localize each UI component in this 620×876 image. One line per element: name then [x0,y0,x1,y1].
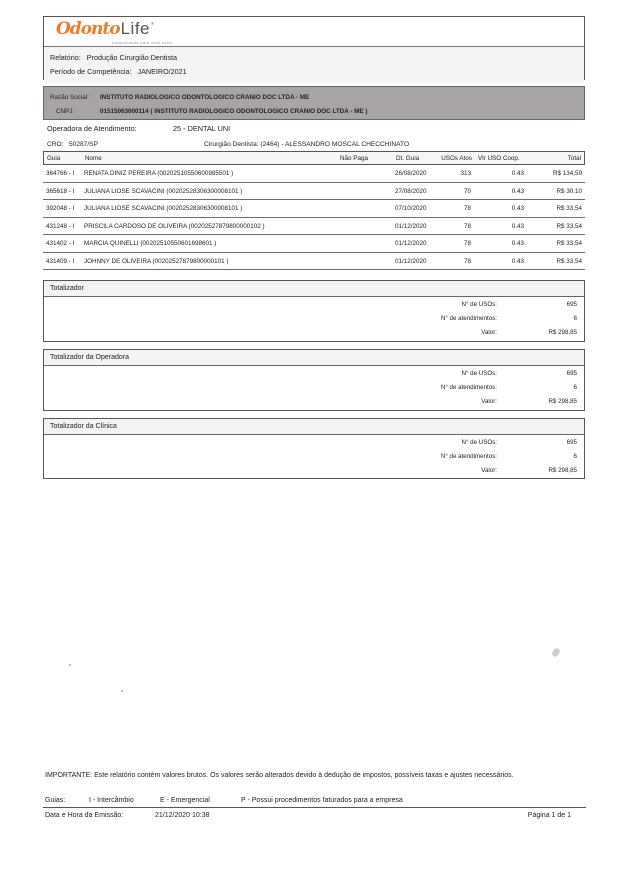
cell-total: R$ 33,54 [556,257,582,265]
cell-nome: PRISCILA CARDOSO DE OLIVEIRA (00202527879800000102 ) [84,222,265,230]
dentist-name: Cirurgião Dentista: (2464) - ALESSANDRO MOSCAL CHECCHINATO [204,141,410,148]
razao-social-row [50,90,578,104]
cell-guia: 364766 - I [46,170,75,177]
totalizer-valor-row [44,463,584,477]
cell-vlr-uso: 0.43 [511,257,524,265]
cell-usos: 70 [463,187,471,195]
cell-vlr-uso: 0.43 [511,240,524,247]
header-vlr-uso: Vlr USO Coop. [478,155,520,162]
important-note: IMPORTANTE: Este relatório contém valores brutos. Os valores serão alterados devido à dedução de impostos, possíveis taxas e ajustes necessários. [45,772,514,779]
cell-nome: JULIANA LIOSE SCAVACINI (00202528306300008101 ) [84,205,243,212]
logo-trademark: ® [151,21,154,26]
cell-nome: JOHNNY DE OLIVEIRA (00202527879800000101 ) [84,257,229,265]
cell-dt-guia: 01/12/2020 [395,222,427,230]
emission-label: Data e Hora da Emissão: [45,812,124,819]
scan-speck [69,664,71,666]
cell-nome: JULIANA LIOSE SCAVACINI (00202528306300008101 ) [84,187,243,195]
table-header [43,151,585,165]
table-row [43,235,585,253]
totalizer-atendimentos-row [44,449,584,463]
cell-dt-guia: 26/08/2020 [395,170,427,177]
cnpj-value: 01515063000114 ( INSTITUTO RADIOLOGICO ODONTOLOGICO CRANIO DOC LTDA - ME ) [100,107,368,115]
cell-vlr-uso: 0.43 [511,187,524,195]
table-row [43,218,585,236]
totalizador [43,280,585,342]
report-info [44,47,584,83]
operadora-line [47,124,585,134]
valor-value: R$ 298,85 [548,329,577,336]
header-total: Total [567,155,581,162]
cell-vlr-uso: 0.43 [511,222,524,230]
cell-usos: 78 [463,257,471,265]
table-row [43,165,585,183]
header-guia: Guia [47,155,61,162]
cell-total: R$ 33,54 [556,205,582,212]
usos-label: N° de USOs: [461,301,497,308]
totalizer-atendimentos-row [44,311,584,325]
period-value: JANEIRO/2021 [137,67,187,76]
logo-row [44,17,584,47]
usos-label: N° de USOs: [461,439,497,446]
cell-dt-guia: 01/12/2020 [395,257,427,265]
footer-divider [43,807,586,808]
report-line [50,51,578,65]
cell-dt-guia: 27/08/2020 [395,187,427,195]
usos-value: 695 [566,370,577,377]
table-body [43,165,585,270]
cell-total: R$ 30,10 [556,187,582,195]
valor-value: R$ 298,85 [548,467,577,474]
report-header [43,16,585,80]
table-row [43,253,585,271]
cro-label: CRO: [47,141,64,148]
logo-wordmark [56,19,154,39]
totalizer-title: Totalizador da Clínica [44,419,584,435]
valor-label: Valor: [481,467,497,474]
table-row [43,200,585,218]
header-nome: Nome [85,155,102,162]
totalizer-usos-row [44,297,584,311]
cell-guia: 431402 - I [46,240,75,247]
period-label: Período de Competência: [50,67,132,76]
emission-value: 21/12/2020 10:38 [155,812,210,819]
atendimentos-value: 6 [573,384,577,391]
atendimentos-value: 6 [573,315,577,322]
cell-usos: 78 [463,205,471,212]
cnpj-label: CNPJ: [56,107,75,115]
cell-usos: 78 [463,222,471,230]
usos-label: N° de USOs: [461,370,497,377]
company-band [43,86,585,120]
totalizer-valor-row [44,394,584,408]
table-row [43,183,585,201]
emission-line [45,812,585,821]
operadora-label: Operadora de Atendimento: [47,124,137,133]
cell-usos: 78 [463,240,471,247]
cell-guia: 431248 - I [46,222,75,230]
logo-tagline: tranquilidade para você sorrir [112,40,173,45]
atendimentos-value: 6 [573,453,577,460]
period-line [50,65,578,79]
scan-speck [121,690,123,692]
guias-label: Guias: [45,797,66,804]
cell-dt-guia: 07/10/2020 [395,205,427,212]
guias-table [43,151,585,270]
atendimentos-label: N° de atendimentos: [440,453,497,460]
totalizer-usos-row [44,366,584,380]
razao-social-value: INSTITUTO RADIOLOGICO ODONTOLOGICO CRANIO DOC LTDA - ME [100,93,310,101]
legend-intercambio: I - Intercâmbio [89,797,134,804]
totalizer-title: Totalizador [44,281,584,297]
odontolife-logo [56,19,236,45]
cell-total: R$ 33,54 [556,222,582,230]
razao-social-label: Razão Social: [50,93,89,101]
totalizador-operadora [43,349,585,411]
atendimentos-label: N° de atendimentos: [440,384,497,391]
valor-value: R$ 298,85 [548,398,577,405]
page-number: Página 1 de 1 [527,812,571,819]
scan-smudge [551,647,561,658]
header-usos: USOs Atos [441,155,472,162]
cell-guia: 392048 - I [46,205,75,212]
guias-legend [45,797,585,806]
totalizer-usos-row [44,435,584,449]
report-label: Relatório: [50,53,81,62]
cro-line [47,141,585,151]
cell-vlr-uso: 0.43 [511,170,524,177]
logo-life: Life [120,19,151,38]
cell-nome: MARCIA QUINELLI (00202510550601698601 ) [84,240,217,247]
header-nao-paga: Não Paga [340,155,369,162]
totalizer-valor-row [44,325,584,339]
cro-value: 50287/SP [69,141,98,148]
cell-dt-guia: 01/12/2020 [395,240,427,247]
legend-emergencial: E - Emergencial [160,797,210,804]
cell-vlr-uso: 0.43 [511,205,524,212]
logo-odonto: Odonto [56,19,120,39]
cell-usos: 313 [460,170,471,177]
usos-value: 695 [566,439,577,446]
usos-value: 695 [566,301,577,308]
operadora-value: 25 - DENTAL UNI [173,124,231,133]
cell-guia: 365618 - I [46,187,75,195]
legend-possui-procedimentos: P - Possui procedimentos faturados para a empresa [241,797,403,804]
totalizador-clinica [43,418,585,479]
atendimentos-label: N° de atendimentos: [440,315,497,322]
header-dt-guia: Dt. Guia [396,155,420,162]
cell-guia: 431409 - I [46,257,75,265]
cell-total: R$ 134,59 [552,170,582,177]
valor-label: Valor: [481,398,497,405]
totalizer-atendimentos-row [44,380,584,394]
valor-label: Valor: [481,329,497,336]
cell-total: R$ 33,54 [556,240,582,247]
totalizer-title: Totalizador da Operadora [44,350,584,366]
cell-nome: RENATA DINIZ PEREIRA (00202510550600985501 ) [84,170,234,177]
cnpj-row [50,104,578,118]
report-value: Produção Cirurgião Dentista [86,53,178,62]
